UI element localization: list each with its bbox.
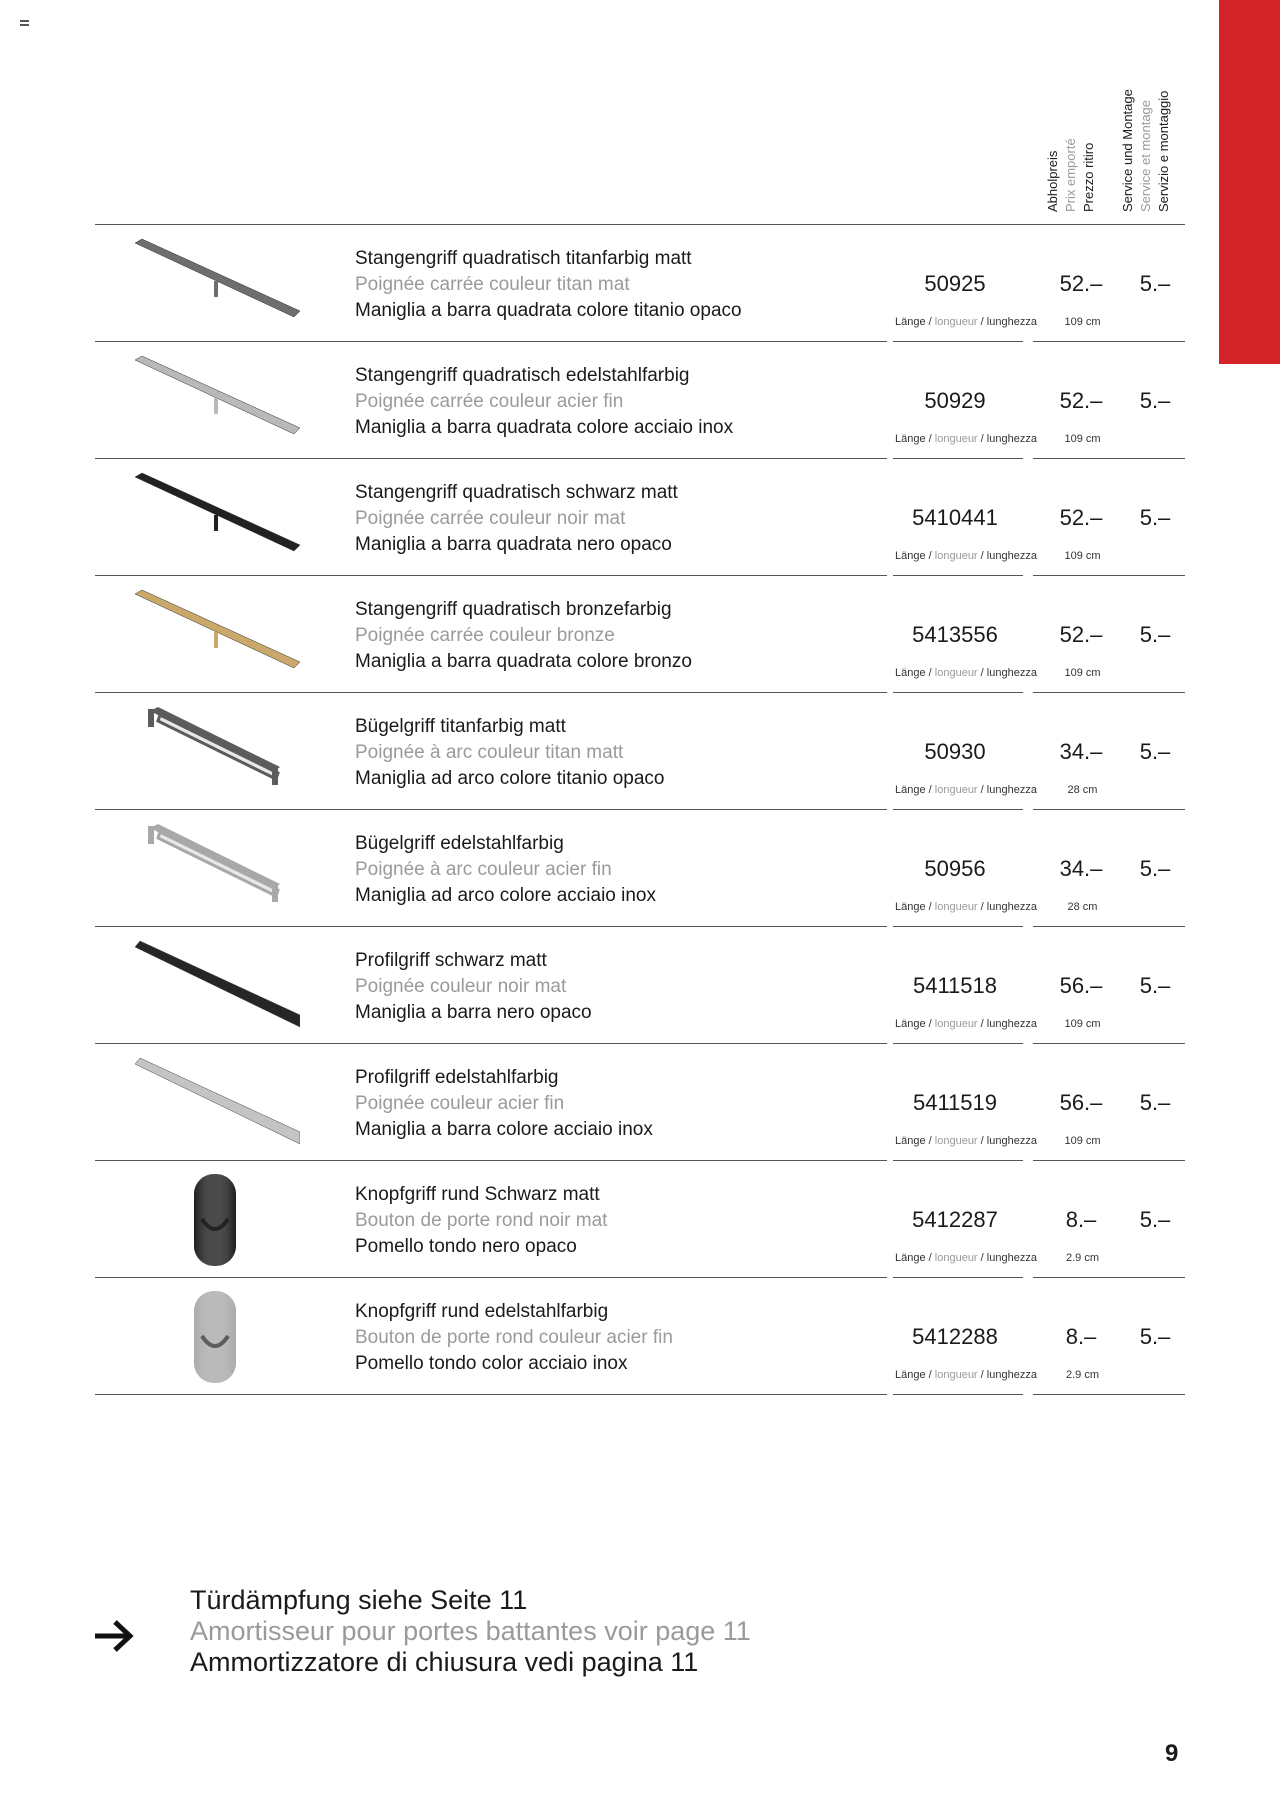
- door-damper-note: [190, 1585, 751, 1678]
- product-name-de: Bügelgriff titanfarbig matt: [355, 716, 566, 737]
- section-tab: [1219, 0, 1280, 364]
- product-name-de: Stangengriff quadratisch bronzefarbig: [355, 599, 672, 620]
- length-label-sep: /: [928, 901, 932, 913]
- product-description: [355, 1299, 673, 1377]
- product-name-it: Maniglia a barra colore acciaio inox: [355, 1119, 653, 1140]
- length-label-sep: /: [980, 1369, 984, 1381]
- length-label-de: Länge: [895, 316, 926, 328]
- length-label-de: Länge: [895, 433, 926, 445]
- product-name-it: Maniglia ad arco colore titanio opaco: [355, 768, 665, 789]
- length-label-de: Länge: [895, 901, 926, 913]
- length-label-fr: longueur: [934, 316, 978, 328]
- length-label: [895, 316, 1037, 328]
- length-label-sep: /: [980, 784, 984, 796]
- service-price: 5.–: [1139, 1324, 1171, 1349]
- length-label-it: lunghezza: [986, 316, 1037, 328]
- service-price: 5.–: [1139, 505, 1171, 530]
- length-label-sep: /: [980, 433, 984, 445]
- length-label-it: lunghezza: [986, 550, 1037, 562]
- product-description: [355, 480, 678, 558]
- product-length: 109 cm: [1064, 667, 1101, 679]
- product-name-fr: Poignée couleur noir mat: [355, 976, 567, 997]
- table-row: [95, 459, 1185, 576]
- header-service-it: Servizio e montaggio: [1156, 90, 1171, 212]
- product-description: [355, 363, 733, 441]
- length-label: [895, 1369, 1037, 1381]
- length-label-sep: /: [928, 316, 932, 328]
- length-label: [895, 433, 1037, 445]
- product-length: 109 cm: [1064, 1135, 1101, 1147]
- length-label-it: lunghezza: [986, 901, 1037, 913]
- product-description: [355, 948, 592, 1026]
- header-price-it: Prezzo ritiro: [1081, 142, 1096, 212]
- product-length: 2.9 cm: [1065, 1252, 1099, 1264]
- product-description: [355, 597, 692, 675]
- product-name-de: Knopfgriff rund edelstahlfarbig: [355, 1301, 609, 1322]
- product-name-fr: Poignée carrée couleur bronze: [355, 625, 615, 646]
- table-row: [95, 927, 1185, 1044]
- length-label-sep: /: [980, 550, 984, 562]
- pickup-price: 34.–: [1059, 856, 1103, 881]
- service-price: 5.–: [1139, 1090, 1171, 1115]
- length-label-de: Länge: [895, 550, 926, 562]
- length-label-sep: /: [980, 1018, 984, 1030]
- article-number: 5411518: [912, 973, 997, 998]
- header-price-de: Abholpreis: [1045, 150, 1060, 212]
- product-name-fr: Poignée à arc couleur acier fin: [355, 859, 612, 880]
- product-name-fr: Bouton de porte rond couleur acier fin: [355, 1327, 673, 1348]
- length-label-fr: longueur: [934, 784, 978, 796]
- length-label-fr: longueur: [934, 550, 978, 562]
- product-name-it: Maniglia a barra nero opaco: [355, 1002, 592, 1023]
- article-number: 5413556: [912, 622, 998, 647]
- length-label-sep: /: [928, 433, 932, 445]
- length-label-sep: /: [928, 1369, 932, 1381]
- product-name-it: Maniglia a barra quadrata nero opaco: [355, 534, 672, 555]
- product-name-fr: Poignée carrée couleur noir mat: [355, 508, 626, 529]
- length-label-de: Länge: [895, 1252, 926, 1264]
- length-label-sep: /: [980, 901, 984, 913]
- table-row: [95, 342, 1185, 459]
- header-service-de: Service und Montage: [1120, 89, 1135, 212]
- row-divider: [1110, 1394, 1185, 1395]
- product-name-it: Maniglia a barra quadrata colore acciaio inox: [355, 417, 734, 438]
- service-price: 5.–: [1139, 973, 1171, 998]
- length-label-it: lunghezza: [986, 433, 1037, 445]
- length-label-sep: /: [980, 316, 984, 328]
- row-divider: [893, 1394, 1023, 1395]
- length-label-sep: /: [928, 1018, 932, 1030]
- page-number: 9: [1165, 1740, 1179, 1767]
- length-label-it: lunghezza: [986, 784, 1037, 796]
- product-name-it: Maniglia a barra quadrata colore titanio opaco: [355, 300, 742, 321]
- pickup-price: 52.–: [1059, 622, 1103, 647]
- table-row: [95, 693, 1185, 810]
- pickup-price: 52.–: [1059, 505, 1103, 530]
- service-price: 5.–: [1139, 856, 1171, 881]
- length-label: [895, 1135, 1037, 1147]
- product-name-it: Maniglia a barra quadrata colore bronzo: [355, 651, 692, 672]
- length-label: [895, 667, 1037, 679]
- product-description: [355, 831, 656, 909]
- product-name-fr: Poignée couleur acier fin: [355, 1093, 565, 1114]
- table-row: [95, 1278, 1185, 1395]
- service-price: 5.–: [1139, 271, 1171, 296]
- product-description: [355, 714, 664, 792]
- length-label: [895, 550, 1037, 562]
- pickup-price: 56.–: [1059, 973, 1103, 998]
- arrow-right-icon: [95, 1618, 137, 1654]
- length-label-de: Länge: [895, 1369, 926, 1381]
- length-label-sep: /: [928, 1252, 932, 1264]
- article-number: 5410441: [912, 505, 998, 530]
- product-name-de: Stangengriff quadratisch titanfarbig matt: [355, 248, 692, 269]
- pickup-price: 52.–: [1059, 388, 1103, 413]
- product-image-knob-black: [130, 1169, 300, 1269]
- length-label-de: Länge: [895, 784, 926, 796]
- product-name-de: Stangengriff quadratisch schwarz matt: [355, 482, 678, 503]
- article-number: 5411519: [912, 1090, 997, 1115]
- service-price: 5.–: [1139, 622, 1171, 647]
- pickup-price: 56.–: [1059, 1090, 1103, 1115]
- article-number: 50956: [924, 856, 986, 881]
- length-label-de: Länge: [895, 1018, 926, 1030]
- product-length: 109 cm: [1064, 316, 1101, 328]
- note-fr: Amortisseur pour portes battantes voir page 11: [190, 1616, 751, 1646]
- length-label-fr: longueur: [934, 1369, 978, 1381]
- product-description: [355, 1065, 653, 1143]
- product-length: 109 cm: [1064, 550, 1101, 562]
- header-service: [1119, 70, 1173, 212]
- table-row: [95, 1044, 1185, 1161]
- product-name-fr: Poignée carrée couleur acier fin: [355, 391, 624, 412]
- product-image-bar-handle-bronze: [130, 584, 300, 684]
- pickup-price: 8.–: [1065, 1207, 1097, 1232]
- header-price: [1044, 100, 1098, 212]
- product-name-it: Maniglia ad arco colore acciaio inox: [355, 885, 656, 906]
- length-label-sep: /: [980, 667, 984, 679]
- length-label-sep: /: [928, 1135, 932, 1147]
- product-description: [355, 1182, 607, 1260]
- table-row: [95, 810, 1185, 927]
- product-image-profile-handle-black: [130, 935, 300, 1035]
- product-name-fr: Poignée carrée couleur titan mat: [355, 274, 630, 295]
- product-name-fr: Bouton de porte rond noir mat: [355, 1210, 608, 1231]
- service-price: 5.–: [1139, 388, 1171, 413]
- article-number: 50930: [924, 739, 986, 764]
- product-length: 28 cm: [1067, 784, 1098, 796]
- table-row: [95, 576, 1185, 693]
- product-name-de: Bügelgriff edelstahlfarbig: [355, 833, 564, 854]
- product-description: [355, 246, 742, 324]
- service-price: 5.–: [1139, 739, 1171, 764]
- length-label-de: Länge: [895, 1135, 926, 1147]
- length-label-fr: longueur: [934, 1135, 978, 1147]
- article-number: 50929: [924, 388, 986, 413]
- product-name-de: Profilgriff edelstahlfarbig: [355, 1067, 559, 1088]
- length-label-fr: longueur: [934, 1252, 978, 1264]
- article-number: 5412287: [912, 1207, 998, 1232]
- length-label-sep: /: [980, 1135, 984, 1147]
- product-name-it: Pomello tondo color acciaio inox: [355, 1353, 628, 1374]
- note-de: Türdämpfung siehe Seite 11: [190, 1585, 528, 1615]
- product-image-profile-handle-steel: [130, 1052, 300, 1152]
- length-label-it: lunghezza: [986, 667, 1037, 679]
- note-it: Ammortizzatore di chiusura vedi pagina 11: [190, 1647, 699, 1677]
- article-number: 50925: [924, 271, 986, 296]
- product-length: 28 cm: [1067, 901, 1098, 913]
- pickup-price: 52.–: [1059, 271, 1103, 296]
- length-label-it: lunghezza: [986, 1252, 1037, 1264]
- product-image-knob-steel: [130, 1286, 300, 1386]
- pickup-price: 34.–: [1059, 739, 1103, 764]
- length-label-it: lunghezza: [986, 1369, 1037, 1381]
- product-length: 109 cm: [1064, 1018, 1101, 1030]
- product-image-bow-handle-steel: [130, 818, 300, 918]
- product-image-bar-handle-black: [130, 467, 300, 567]
- length-label-it: lunghezza: [986, 1135, 1037, 1147]
- product-name-fr: Poignée à arc couleur titan matt: [355, 742, 624, 763]
- article-number: 5412288: [912, 1324, 998, 1349]
- length-label: [895, 784, 1037, 796]
- service-price: 5.–: [1139, 1207, 1171, 1232]
- length-label-sep: /: [928, 667, 932, 679]
- length-label-de: Länge: [895, 667, 926, 679]
- product-length: 2.9 cm: [1065, 1369, 1099, 1381]
- length-label-sep: /: [928, 784, 932, 796]
- header-service-fr: Service et montage: [1138, 99, 1153, 212]
- product-name-de: Stangengriff quadratisch edelstahlfarbig: [355, 365, 690, 386]
- length-label: [895, 1252, 1037, 1264]
- length-label-it: lunghezza: [986, 1018, 1037, 1030]
- length-label-fr: longueur: [934, 433, 978, 445]
- product-name-de: Knopfgriff rund Schwarz matt: [355, 1184, 600, 1205]
- product-image-bow-handle-titan: [130, 701, 300, 801]
- table-row: [95, 1161, 1185, 1278]
- length-label: [895, 901, 1037, 913]
- header-price-fr: Prix emporté: [1063, 138, 1078, 212]
- row-divider: [95, 1394, 887, 1395]
- menu-icon[interactable]: [20, 20, 29, 26]
- length-label-sep: /: [980, 1252, 984, 1264]
- product-image-bar-handle-steel: [130, 350, 300, 450]
- length-label-fr: longueur: [934, 1018, 978, 1030]
- product-image-bar-handle-titan: [130, 233, 300, 333]
- length-label-fr: longueur: [934, 667, 978, 679]
- product-length: 109 cm: [1064, 433, 1101, 445]
- length-label-sep: /: [928, 550, 932, 562]
- pickup-price: 8.–: [1065, 1324, 1097, 1349]
- table-row: [95, 225, 1185, 342]
- product-name-de: Profilgriff schwarz matt: [355, 950, 547, 971]
- length-label-fr: longueur: [934, 901, 978, 913]
- product-name-it: Pomello tondo nero opaco: [355, 1236, 577, 1257]
- length-label: [895, 1018, 1037, 1030]
